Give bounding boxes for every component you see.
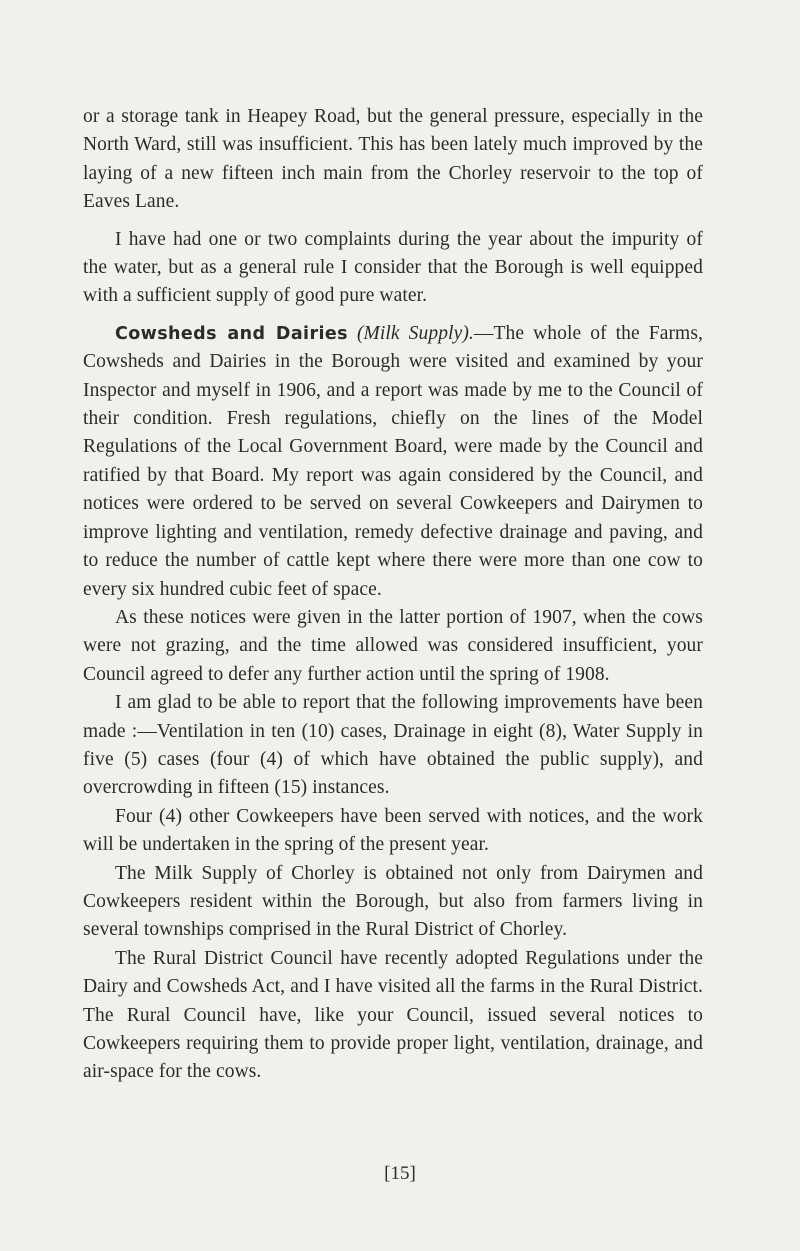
paragraph-7: The Milk Supply of Chorley is obtained not only from Dairymen and Cowkeepers resident within the Borough, but also from farmers living in several townships comprised in the Rural District of Chorley. [83, 862, 703, 941]
paragraph-3-text: —The whole of the Farms, Cowsheds and Dairies in the Borough were visited and examined by your Inspector and myself in 1906, and a report was made by me to the Council of their condition. Fresh regulations, chiefly on the lines of the Model Regulations of the Local Government Board, were made by the Council and ratified by that Board. My report was again considered by the Council, and notices were ordered to be served on several Cowkeepers and Dairymen to improve lighting and ventilation, remedy defective drainage and paving, and to reduce the number of cattle kept where there were more than one cow to every six hundred cubic feet of space. [83, 322, 703, 600]
document-page [83, 103, 703, 1087]
paragraph-3 [83, 320, 703, 604]
section-heading: Cowsheds and Dairies [115, 323, 348, 344]
paragraph-5: I am glad to be able to report that the following improvements have been made :—Ventilation in ten (10) cases, Drainage in eight (8), Water Supply in five (5) cases (four (4) of which have obtained the public supply), and overcrowding in fifteen (15) instances. [83, 692, 703, 799]
page-number: [15] [384, 1163, 416, 1184]
paragraph-4: As these notices were given in the latter portion of 1907, when the cows were not grazing, and the time allowed was considered insufficient, your Council agreed to defer any further action until the spring of 1908. [83, 606, 703, 685]
paragraph-8: The Rural District Council have recently adopted Regulations under the Dairy and Cowsheds Act, and I have visited all the farms in the Rural District. The Rural Council have, like your Council, issued several notices to Cowkeepers requiring them to provide proper light, ventilation, drainage, and air-space for the cows. [83, 947, 703, 1083]
paragraph-6: Four (4) other Cowkeepers have been served with notices, and the work will be undertaken in the spring of the present year. [83, 805, 703, 856]
paragraph-2: I have had one or two complaints during the year about the impurity of the water, but as a general rule I consider that the Borough is well equipped with a sufficient supply of good pure water. [83, 228, 703, 307]
section-subheading: (Milk Supply). [356, 322, 474, 344]
paragraph-1: or a storage tank in Heapey Road, but the general pressure, especially in the North Ward, still was insufficient. This has been lately much improved by the laying of a new fifteen inch main from the Chorley reservoir to the top of Eaves Lane. [83, 106, 703, 213]
